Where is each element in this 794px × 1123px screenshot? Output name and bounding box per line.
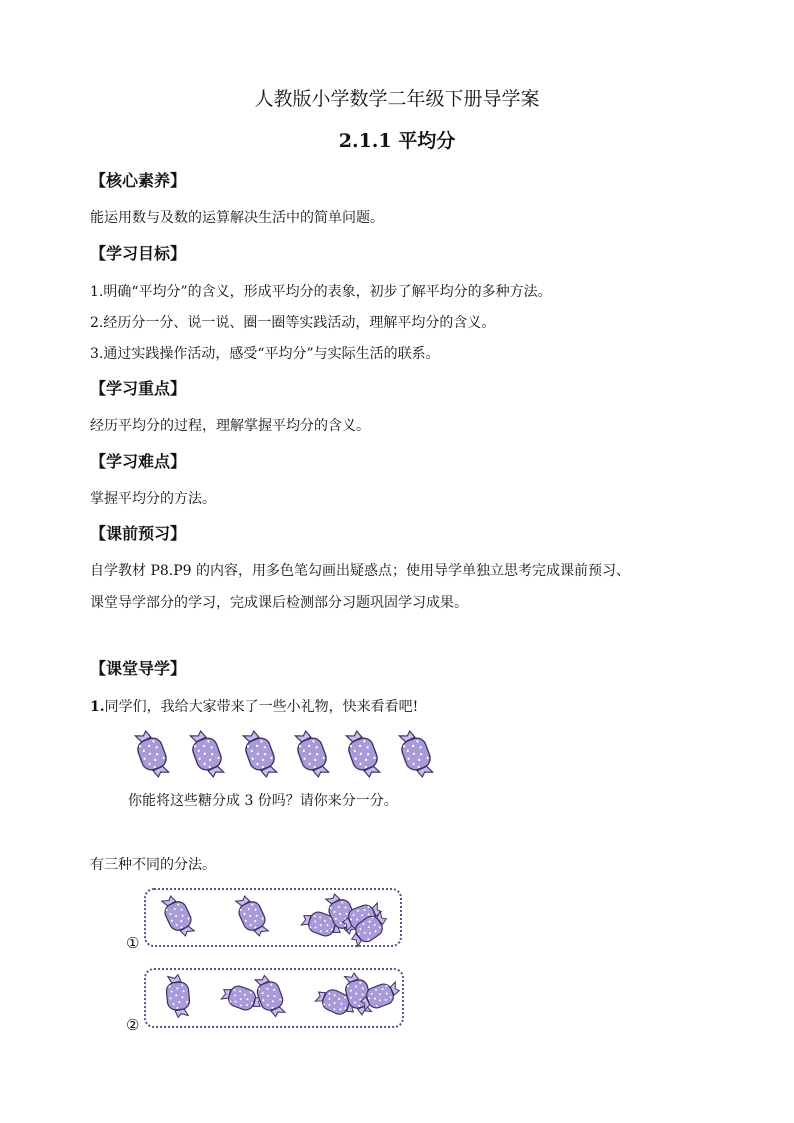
prompt-text: 你能将这些糖分成 3 份吗？请你来分一分。	[128, 793, 398, 809]
candy-icon	[337, 726, 388, 782]
goal-item-3: 3.通过实践操作活动，感受“平均分”与实际生活的联系。	[90, 346, 440, 362]
lesson-subtitle: 2.1.1 平均分	[338, 130, 456, 152]
question-1	[90, 696, 418, 716]
question-number: 1.	[90, 699, 105, 715]
core-text: 能运用数与及数的运算解决生活中的简单问题。	[90, 210, 384, 226]
method-2-label: ②	[126, 1016, 140, 1034]
section-heading-key: 【学习重点】	[90, 379, 187, 398]
difficult-text: 掌握平均分的方法。	[90, 491, 216, 507]
page-title: 人教版小学数学二年级下册导学案	[254, 88, 540, 110]
preview-line-1: 自学教材 P8.P9 的内容，用多色笔勾画出疑惑点；使用导学单独立思考完成课前预习、	[90, 563, 631, 579]
candy-icon	[234, 726, 285, 782]
candy-icon	[126, 726, 177, 782]
candy-icon	[159, 974, 196, 1018]
section-heading-core: 【核心素养】	[90, 171, 187, 190]
candy-icon	[181, 726, 232, 782]
question-text: 同学们，我给大家带来了一些小礼物，快来看看吧!	[104, 699, 419, 715]
method-1-label: ①	[126, 934, 140, 952]
methods-text: 有三种不同的分法。	[90, 857, 216, 873]
goal-item-1: 1.明确“平均分”的含义，形成平均分的表象，初步了解平均分的多种方法。	[90, 284, 552, 300]
section-heading-difficult: 【学习难点】	[90, 452, 187, 471]
key-text: 经历平均分的过程，理解掌握平均分的含义。	[90, 418, 370, 434]
goal-item-2: 2.经历分一分、说一说、圈一圈等实践活动，理解平均分的含义。	[90, 315, 496, 331]
section-heading-preview: 【课前预习】	[90, 524, 187, 543]
section-heading-goals: 【学习目标】	[90, 244, 187, 263]
candy-icon	[286, 726, 337, 782]
preview-line-2: 课堂导学部分的学习，完成课后检测部分习题巩固学习成果。	[90, 595, 468, 611]
candy-icon	[390, 726, 441, 782]
section-heading-classroom: 【课堂导学】	[90, 659, 187, 678]
